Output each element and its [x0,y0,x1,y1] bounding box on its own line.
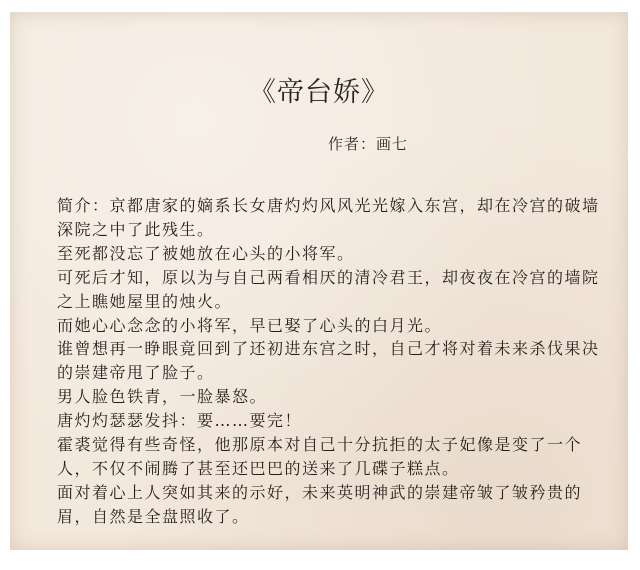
book-title: 《帝台娇》 [249,77,389,108]
synopsis-paragraph: 至死都没忘了被她放在心头的小将军。 [57,243,355,263]
synopsis-paragraph: 可死后才知，原以为与自己两看相厌的清冷君王，却夜夜在冷宫的墙院之上瞧她屋里的烛火。 [57,267,600,311]
synopsis-body [57,194,605,529]
synopsis-paragraph: 男人脸色铁青，一脸暴怒。 [57,387,268,407]
synopsis-paragraph: 霍裘觉得有些奇怪，他那原本对自己十分抗拒的太子妃像是变了一个人，不仅不闹腾了甚至还巴巴的送来了几碟子糕点。 [57,435,583,478]
synopsis-paragraph: 而她心心念念的小将军，早已娶了心头的白月光。 [57,315,443,335]
synopsis-paragraph: 谁曾想再一睁眼竟回到了还初进东宫之时，自己才将对着未来杀伐果决的崇建帝甩了脸子。 [57,339,600,383]
synopsis-paragraph: 唐灼灼瑟瑟发抖：要……要完！ [57,411,303,431]
author-line: 作者：画七 [328,135,409,153]
synopsis-paragraph: 面对着心上人突如其来的示好，未来英明神武的崇建帝皱了皱矜贵的眉，自然是全盘照收了。 [57,482,583,526]
synopsis-paragraph: 简介：京都唐家的嫡系长女唐灼灼风风光光嫁入东宫，却在冷宫的破墙深院之中了此残生。 [57,196,600,239]
document-page [10,12,628,550]
